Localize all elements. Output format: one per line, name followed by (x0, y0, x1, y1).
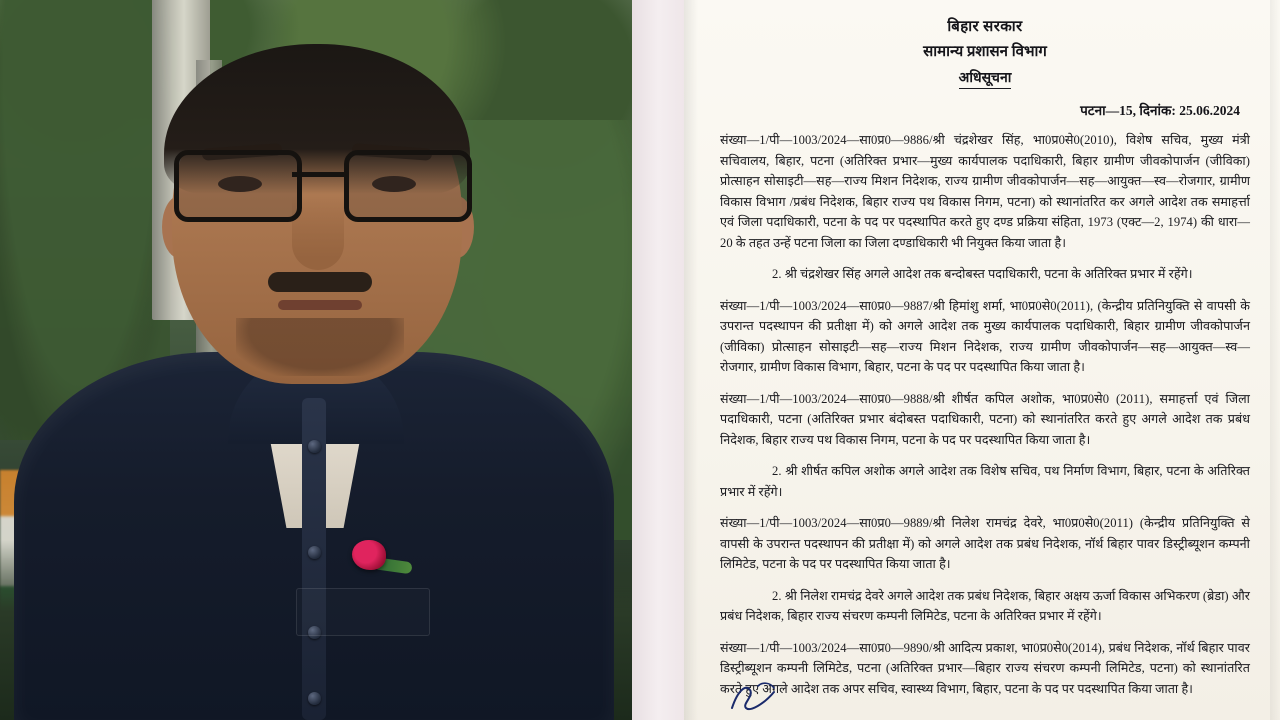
portrait-photo-panel (0, 0, 632, 720)
spectacle-lens-right (344, 150, 472, 222)
panel-divider (632, 0, 684, 720)
department-name: सामान्य प्रशासन विभाग (923, 44, 1047, 60)
spectacle-lens-left (174, 150, 302, 222)
portrait-photo (0, 0, 632, 720)
portrait-subject (0, 0, 632, 720)
jacket-pocket (296, 588, 430, 636)
page-left-edge (684, 0, 698, 720)
page-right-edge (1270, 0, 1280, 720)
order-paragraph: 2. श्री निलेश रामचंद्र देवरे अगले आदेश तक प्रबंध निदेशक, बिहार अक्षय ऊर्जा विकास अभिकरण (ब्रेडा) और प्रबंध निदेशक, बिहार राज्य संचरण कम्पनी लिमिटेड, पटना के अतिरिक्त प्रभार में रहेंगे। (720, 588, 1250, 623)
order-paragraph: संख्या—1/पी—1003/2024—सा0प्र0—9888/श्री शीर्षत कपिल अशोक, भा0प्र0से0 (2011), समाहर्त्ता एवं जिला पदाधिकारी, पटना (अतिरिक्त प्रभार बंदोबस्त पदाधिकारी, पटना) को स्थानांतरित करते हुए अगले आदेश तक प्रबंध निदेशक, बिहार राज्य पथ विकास निगम, पटना के पद पर पदस्थापित किया जाता है। (720, 391, 1250, 447)
place-and-date: पटना—15, दिनांक: 25.06.2024 (1080, 103, 1240, 118)
jacket-button (308, 692, 321, 705)
jacket-button (308, 440, 321, 453)
order-paragraph: संख्या—1/पी—1003/2024—सा0प्र0—9887/श्री हिमांशु शर्मा, भा0प्र0से0(2011), (केन्द्रीय प्रतिनियुक्ति से वापसी के उपरान्त पदस्थापन की प्रतीक्षा में) को अगले आदेश तक मुख्य कार्यपालक पदाधिकारी, बिहार ग्रामीण जीवकोपार्जन (जीविका) प्रोत्साहन सोसाइटी—सह—राज्य मिशन निदेशक, राज्य ग्रामीण जीवकोपार्जन—सह—आयुक्त—स्व—रोजगार, ग्रामीण विकास विभाग, बिहार, पटना के पद पर पदस्थापित किया जाता है। (720, 298, 1250, 374)
order-paragraph: 2. श्री शीर्षत कपिल अशोक अगले आदेश तक विशेष सचिव, पथ निर्माण विभाग, बिहार, पटना के अतिरिक्त प्रभार में रहेंगे। (720, 464, 1250, 499)
government-name: बिहार सरकार (947, 19, 1023, 35)
order-paragraph: 2. श्री चंद्रशेखर सिंह अगले आदेश तक बन्दोबस्त पदाधिकारी, पटना के अतिरिक्त प्रभार में रहेंगे। (772, 267, 1193, 281)
order-paragraph: संख्या—1/पी—1003/2024—सा0प्र0—9890/श्री आदित्य प्रकाश, भा0प्र0से0(2014), प्रबंध निदेशक, नॉर्थ बिहार पावर डिस्ट्रीब्यूशन कम्पनी लिमिटेड, पटना (अतिरिक्त प्रभार—बिहार राज्य संचरण कम्पनी लिमिटेड, पटना) को स्थानांतरित करते हुए अगले आदेश तक अपर सचिव, स्वास्थ्य विभाग, बिहार, पटना के पद पर पदस्थापित किया जाता है। (720, 640, 1250, 696)
document-panel (684, 0, 1280, 720)
document-title: अधिसूचना (959, 68, 1012, 89)
order-paragraph: संख्या—1/पी—1003/2024—सा0प्र0—9889/श्री निलेश रामचंद्र देवरे, भा0प्र0से0(2011) (केन्द्रीय प्रतिनियुक्ति से वापसी के उपरान्त पदस्थापन की प्रतीक्षा में) को अगले आदेश तक प्रबंध निदेशक, नॉर्थ बिहार पावर डिस्ट्रीब्यूशन कम्पनी लिमिटेड, पटना के पद पर पदस्थापित किया जाता है। (720, 516, 1250, 571)
rose-boutonniere (352, 540, 386, 570)
moustache (268, 272, 372, 292)
spectacle-bridge (292, 172, 344, 177)
document-header (720, 16, 1250, 89)
notification-document (684, 0, 1280, 720)
spectacles-icon (172, 150, 464, 218)
mouth (278, 300, 362, 310)
chin-shadow (236, 318, 404, 376)
jacket-button (308, 546, 321, 559)
order-paragraph: संख्या—1/पी—1003/2024—सा0प्र0—9886/श्री चंद्रशेखर सिंह, भा0प्र0से0(2010), विशेष सचिव, मुख्य मंत्री सचिवालय, बिहार, पटना (अतिरिक्त प्रभार—मुख्य कार्यपालक पदाधिकारी, बिहार ग्रामीण जीवकोपार्जन (जीविका) प्रोत्साहन सोसाइटी—सह—राज्य मिशन निदेशक, राज्य ग्रामीण जीवकोपार्जन—सह—आयुक्त—स्व—रोजगार, ग्रामीण विकास विभाग /प्रबंध निदेशक, बिहार राज्य पथ विकास निगम, पटना) को स्थानांतरित कर अगले आदेश तक समाहर्त्ता एवं जिला पदाधिकारी, पटना के पद पर पदस्थापित करते हुए दण्ड प्रक्रिया संहिता, 1973 (एक्ट—2, 1974) की धारा—20 के तहत उन्हें पटना जिला का जिला दण्डाधिकारी भी नियुक्त किया जाता है। (720, 133, 1250, 250)
